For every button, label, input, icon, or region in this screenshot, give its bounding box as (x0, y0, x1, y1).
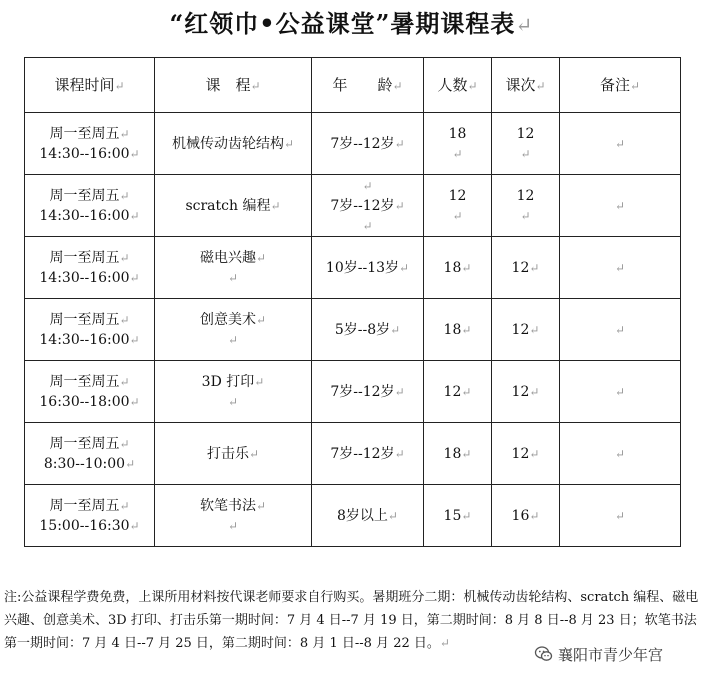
cell-sessions: 12↵ (492, 237, 560, 299)
cell-course: 创意美术↵ ↵ (155, 299, 312, 361)
cell-time: 周一至周五↵ 14:30--16:00↵ (25, 299, 155, 361)
table-row (25, 175, 681, 237)
cell-count: 18↵ (424, 299, 492, 361)
table-row (25, 237, 681, 299)
table-row (25, 423, 681, 485)
paragraph-mark-icon: ↵ (439, 636, 450, 650)
cell-age: 10岁--13岁↵ (312, 237, 424, 299)
cell-age: 8岁以上↵ (312, 485, 424, 547)
header-sessions: 课次↵ (492, 58, 560, 113)
cell-remark: ↵ (560, 485, 681, 547)
cell-remark: ↵ (560, 237, 681, 299)
cell-count: 15↵ (424, 485, 492, 547)
cell-course: 软笔书法↵ ↵ (155, 485, 312, 547)
cell-count: 18 ↵ (424, 113, 492, 175)
paragraph-mark-icon: ↵ (515, 13, 534, 37)
cell-course: 机械传动齿轮结构↵ (155, 113, 312, 175)
table-row (25, 485, 681, 547)
cell-sessions: 12↵ (492, 423, 560, 485)
cell-sessions: 12↵ (492, 299, 560, 361)
cell-sessions: 16↵ (492, 485, 560, 547)
cell-count: 18↵ (424, 237, 492, 299)
cell-course: 3D 打印↵ ↵ (155, 361, 312, 423)
table-row (25, 113, 681, 175)
cell-sessions: 12↵ (492, 361, 560, 423)
page-title (0, 4, 703, 39)
cell-course: 磁电兴趣↵ ↵ (155, 237, 312, 299)
cell-sessions: 12 ↵ (492, 113, 560, 175)
header-count: 人数↵ (424, 58, 492, 113)
header-age: 年 龄↵ (312, 58, 424, 113)
header-row (25, 58, 681, 113)
cell-time: 周一至周五↵ 16:30--18:00↵ (25, 361, 155, 423)
watermark-text: 襄阳市青少年宫 (558, 645, 664, 664)
cell-time: 周一至周五↵ 14:30--16:00↵ (25, 237, 155, 299)
header-remark: 备注↵ (560, 58, 681, 113)
cell-remark: ↵ (560, 175, 681, 237)
cell-remark: ↵ (560, 113, 681, 175)
table-row (25, 361, 681, 423)
schedule-table (24, 57, 681, 547)
cell-course: scratch 编程↵ (155, 175, 312, 237)
cell-count: 18↵ (424, 423, 492, 485)
cell-sessions: 12 ↵ (492, 175, 560, 237)
table-row (25, 299, 681, 361)
cell-time: 周一至周五↵ 14:30--16:00↵ (25, 113, 155, 175)
header-course: 课 程↵ (155, 58, 312, 113)
cell-time: 周一至周五↵ 14:30--16:00↵ (25, 175, 155, 237)
cell-age: 7岁--12岁↵ (312, 361, 424, 423)
cell-age: ↵ 7岁--12岁↵ ↵ (312, 175, 424, 237)
header-time: 课程时间↵ (25, 58, 155, 113)
footnote-text: 注:公益课程学费免费，上课所用材料按代课老师要求自行购买。暑期班分二期：机械传动齿轮结构、scratch 编程、磁电兴趣、创意美术、3D 打印、打击乐第一期时间：7 月 4 日--7 月 19 日，第二期时间：8 月 8 日--8 月 23 日；软笔书法第一期时间：7 月 4 日--7 月 25 日，第二期时间：8 月 1 日--8 月 22 日。 (4, 590, 699, 651)
cell-age: 7岁--12岁↵ (312, 423, 424, 485)
cell-remark: ↵ (560, 299, 681, 361)
cell-remark: ↵ (560, 423, 681, 485)
cell-age: 5岁--8岁↵ (312, 299, 424, 361)
cell-remark: ↵ (560, 361, 681, 423)
cell-age: 7岁--12岁↵ (312, 113, 424, 175)
account-watermark (534, 641, 663, 667)
cell-count: 12↵ (424, 361, 492, 423)
wechat-icon (534, 644, 554, 664)
title-text: “红领巾•公益课堂”暑期课程表 (169, 9, 516, 38)
cell-course: 打击乐↵ (155, 423, 312, 485)
cell-count: 12 ↵ (424, 175, 492, 237)
cell-time: 周一至周五↵ 15:00--16:30↵ (25, 485, 155, 547)
cell-time: 周一至周五↵ 8:30--10:00↵ (25, 423, 155, 485)
